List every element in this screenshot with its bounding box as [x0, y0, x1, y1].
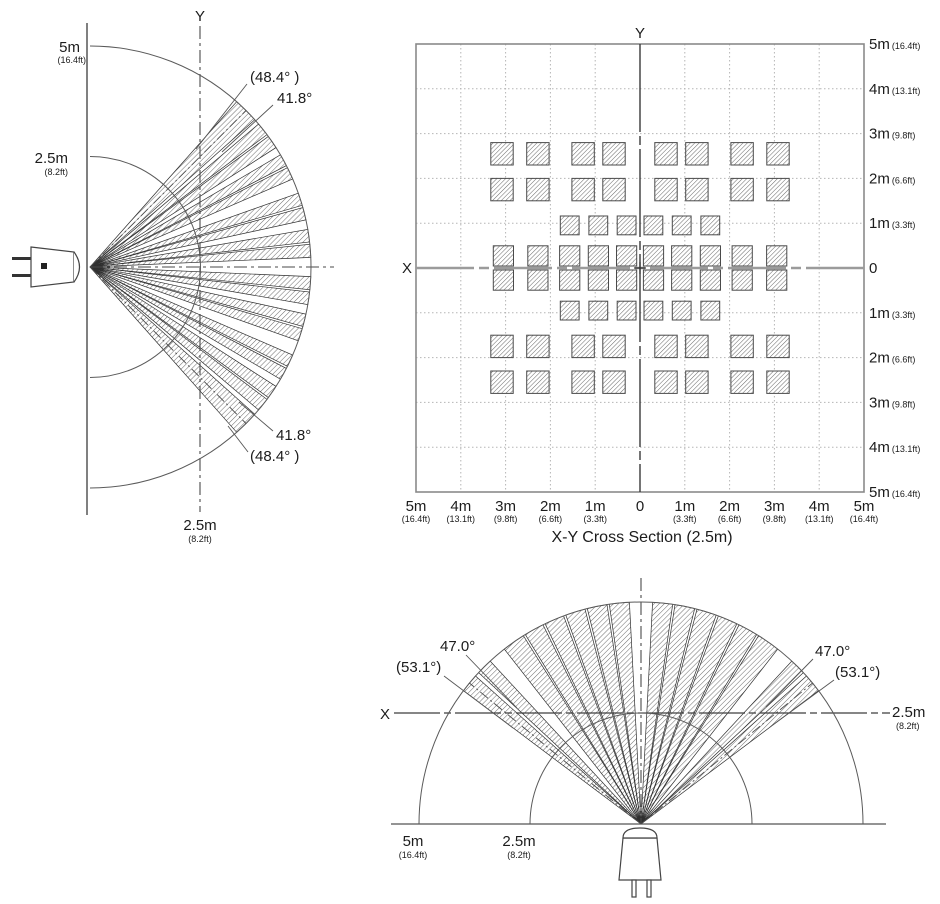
- detection-zone-square: [767, 246, 787, 266]
- range-label-2.5m-ft: (8.2ft): [507, 850, 531, 860]
- detection-zone-square: [732, 246, 752, 266]
- y-tick-label: 3m (9.8ft): [869, 125, 916, 143]
- grid-axis-label-x: X: [401, 260, 412, 277]
- range-label-2.5m: 2.5m: [502, 833, 536, 850]
- detection-zone-square: [527, 178, 549, 200]
- x-tick-label: 5m: [405, 498, 427, 515]
- detection-zone-square: [528, 246, 548, 266]
- y-tick-label: 2m (6.6ft): [869, 170, 916, 188]
- detection-zone-square: [672, 270, 692, 290]
- angle-label-47-right: 47.0°: [815, 643, 851, 660]
- detection-zone-square: [643, 270, 663, 290]
- detection-zone-square: [767, 178, 789, 200]
- range-label-5m-ft: (16.4ft): [57, 55, 86, 65]
- y-tick-label: 1m (3.3ft): [869, 215, 916, 233]
- angle-label-47-left: 47.0°: [440, 638, 476, 655]
- x-tick-label-ft: (6.6ft): [717, 514, 742, 524]
- sensor-lens-dome: [74, 252, 80, 282]
- x-tick-label-ft: (13.1ft): [446, 514, 476, 524]
- detection-zone-square: [655, 178, 677, 200]
- detection-zone-square: [603, 178, 625, 200]
- detection-zone-square: [589, 216, 608, 235]
- sensor-body: [619, 838, 661, 880]
- detection-zone-square: [731, 178, 753, 200]
- grid-x-tick-labels: [402, 498, 879, 524]
- axis-distance-label: 2.5m: [892, 704, 926, 721]
- angle-label-53-left: (53.1°): [396, 659, 442, 676]
- cross-section-caption: X-Y Cross Section (2.5m): [551, 529, 733, 546]
- detection-zone-square: [701, 301, 720, 320]
- detection-zone-square: [617, 216, 636, 235]
- x-tick-label: 3m: [495, 498, 517, 515]
- y-tick-label: 3m (9.8ft): [869, 394, 916, 412]
- detection-zone-square: [644, 301, 663, 320]
- axis-distance-label: 2.5m: [183, 517, 217, 534]
- x-tick-label-ft: (3.3ft): [673, 514, 697, 524]
- pir-sensor-icon-top: [619, 828, 661, 897]
- detection-zone-square: [701, 216, 720, 235]
- x-tick-label: 0: [635, 498, 645, 515]
- xy-cross-section-panel: [402, 25, 921, 546]
- detection-zone-square: [603, 371, 625, 393]
- detection-zone-square: [672, 246, 692, 266]
- x-tick-label-ft: (16.4ft): [849, 514, 879, 524]
- detection-zone-square: [491, 335, 513, 357]
- y-tick-label: 4m (13.1ft): [869, 80, 921, 98]
- detection-zone-square: [603, 143, 625, 165]
- sensor-lens-dome: [623, 828, 657, 838]
- detection-zone-square: [527, 335, 549, 357]
- detection-zone-square: [655, 143, 677, 165]
- x-tick-label: 2m: [719, 498, 741, 515]
- detection-zone-square: [731, 335, 753, 357]
- detection-zone-square: [617, 246, 637, 266]
- detection-zone-square: [655, 335, 677, 357]
- angle-label-48-top: (48.4° ): [250, 69, 300, 86]
- y-tick-label: 4m (13.1ft): [869, 439, 921, 457]
- side-view-diagram: [12, 8, 334, 544]
- detection-zone-square: [686, 371, 708, 393]
- axis-distance-label-ft: (8.2ft): [188, 534, 212, 544]
- detection-zone-square: [732, 270, 752, 290]
- x-tick-label: 4m: [808, 498, 830, 515]
- x-tick-label-ft: (9.8ft): [762, 514, 787, 524]
- pir-sensor-icon-side: [12, 247, 80, 287]
- x-tick-label: 2m: [539, 498, 561, 515]
- detection-zone-square: [700, 246, 720, 266]
- detection-zone-square: [672, 301, 691, 320]
- detection-zone-square: [572, 335, 594, 357]
- sensor-lead-right: [647, 880, 651, 897]
- detection-zone-square: [491, 178, 513, 200]
- detection-zone-square: [560, 270, 580, 290]
- y-tick-label: 0: [869, 260, 878, 277]
- detection-zone-square: [644, 216, 663, 235]
- detection-zone-square: [572, 143, 594, 165]
- x-tick-label-ft: (9.8ft): [493, 514, 518, 524]
- detection-zone-square: [767, 143, 789, 165]
- angle-label-53-right: (53.1°): [835, 664, 881, 681]
- detection-zone-square: [491, 143, 513, 165]
- detection-zone-square: [527, 371, 549, 393]
- sensor-body: [31, 247, 74, 287]
- detection-zone-square: [672, 216, 691, 235]
- axis-label-x: X: [379, 706, 390, 723]
- grid-y-tick-labels: [869, 36, 920, 501]
- range-label-5m: 5m: [59, 39, 80, 56]
- top-view-diagram: [380, 578, 925, 897]
- angle-label-41-bottom: 41.8°: [276, 427, 312, 444]
- sensor-lead-left: [632, 880, 636, 897]
- x-tick-label: 5m: [853, 498, 875, 515]
- detection-zone-square: [560, 216, 579, 235]
- axis-distance-label-ft: (8.2ft): [896, 721, 920, 731]
- x-tick-label-ft: (6.6ft): [538, 514, 563, 524]
- detection-zone-square: [603, 335, 625, 357]
- x-tick-label: 1m: [584, 498, 606, 515]
- detection-zone-square: [767, 371, 789, 393]
- x-tick-label-ft: (13.1ft): [804, 514, 834, 524]
- detection-zone-square: [686, 143, 708, 165]
- detection-zone-square: [572, 371, 594, 393]
- y-tick-label: 5m (16.4ft): [869, 36, 921, 53]
- y-tick-label: 5m (16.4ft): [869, 484, 921, 501]
- detection-zone-square: [560, 246, 580, 266]
- y-tick-label: 2m (6.6ft): [869, 349, 916, 367]
- detection-zone-square: [643, 246, 663, 266]
- detection-zone-square: [731, 143, 753, 165]
- detection-zone-square: [617, 301, 636, 320]
- detection-zone-square: [700, 270, 720, 290]
- detection-zone-square: [528, 270, 548, 290]
- grid-axis-label-y: Y: [634, 25, 646, 42]
- range-label-5m-ft: (16.4ft): [398, 850, 428, 860]
- detection-zone-square: [572, 178, 594, 200]
- detection-zone-square: [767, 335, 789, 357]
- range-label-2.5m-ft: (8.2ft): [44, 167, 68, 177]
- x-tick-label: 1m: [674, 498, 696, 515]
- detection-zone-square: [731, 371, 753, 393]
- detection-zone-square: [588, 246, 608, 266]
- detection-zone-square: [686, 335, 708, 357]
- detection-zone-square: [493, 246, 513, 266]
- angle-label-48-bottom: (48.4° ): [250, 448, 300, 465]
- detection-zone-square: [560, 301, 579, 320]
- detection-zone-square: [493, 270, 513, 290]
- detection-zone-square: [617, 270, 637, 290]
- detection-zone-square: [491, 371, 513, 393]
- detection-zone-square: [655, 371, 677, 393]
- x-tick-label: 4m: [450, 498, 472, 515]
- detection-zone-square: [767, 270, 787, 290]
- detection-zone-square: [588, 270, 608, 290]
- x-tick-label-ft: (3.3ft): [583, 514, 607, 524]
- detection-zone-square: [589, 301, 608, 320]
- angle-label-41-top: 41.8°: [277, 90, 313, 107]
- detection-zone-square: [527, 143, 549, 165]
- detection-zone-square: [686, 178, 708, 200]
- range-label-5m: 5m: [402, 833, 424, 850]
- axis-label-y: Y: [194, 8, 206, 25]
- y-tick-label: 1m (3.3ft): [869, 304, 916, 322]
- range-label-2.5m: 2.5m: [34, 150, 68, 167]
- x-tick-label: 3m: [763, 498, 785, 515]
- x-tick-label-ft: (16.4ft): [401, 514, 431, 524]
- sensor-pin-mark: [41, 263, 47, 269]
